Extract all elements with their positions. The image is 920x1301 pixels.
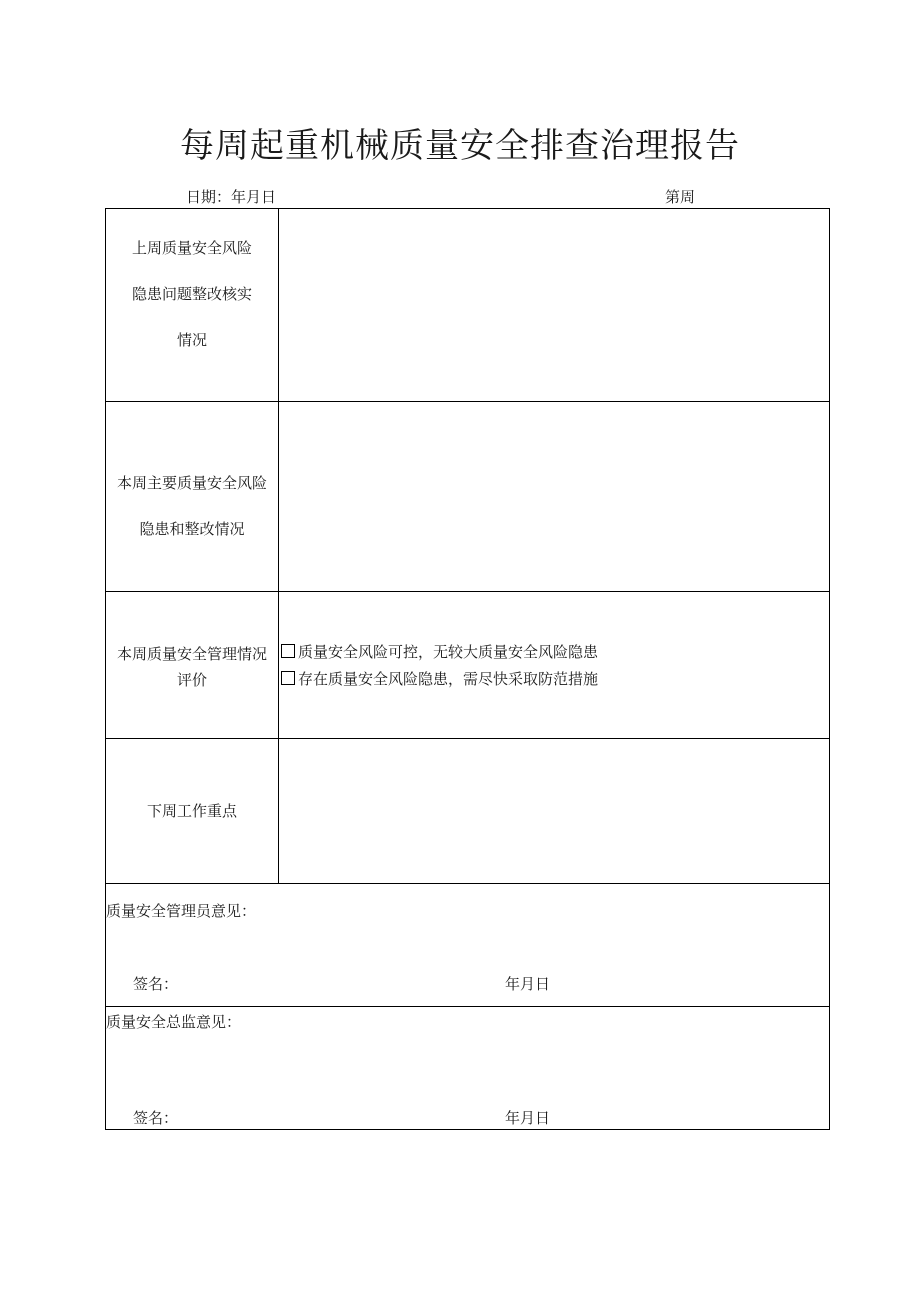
row-label-line: 评价: [176, 671, 207, 689]
manager-sign-label: 签名：: [133, 975, 179, 993]
next-week-focus-field[interactable]: [279, 739, 830, 883]
week-label: 第周: [665, 188, 696, 206]
row-divider: [106, 1006, 829, 1007]
this-week-hazards-field[interactable]: [279, 402, 830, 591]
row-label-line: 上周质量安全风险: [131, 239, 252, 257]
row-label-this-week-hazards: [106, 460, 278, 552]
row-label-line: 本周主要质量安全风险: [116, 474, 267, 492]
checkbox-icon[interactable]: [281, 644, 295, 658]
row-divider: [106, 883, 829, 884]
option-text: 存在质量安全风险隐患，需尽快采取防范措施: [298, 670, 599, 688]
manager-sign-date: 年月日: [505, 975, 551, 993]
row-label-next-week-focus: [106, 788, 278, 834]
director-opinion-label: 质量安全总监意见：: [106, 1013, 242, 1031]
manager-opinion-label: 质量安全管理员意见：: [106, 902, 257, 920]
row-divider: [106, 591, 829, 592]
row-label-line: 情况: [176, 331, 207, 349]
row-label-last-week-verification: [106, 225, 278, 363]
row-label-line: 本周质量安全管理情况: [116, 645, 267, 663]
row-label-line: 下周工作重点: [146, 802, 237, 820]
director-sign-label: 签名：: [133, 1109, 179, 1127]
option-risk-controllable[interactable]: [281, 639, 598, 666]
row-label-evaluation: [106, 641, 278, 693]
date-label: 日期：年月日: [186, 188, 277, 206]
option-text: 质量安全风险可控，无较大质量安全风险隐患: [298, 643, 599, 661]
row-label-line: 隐患和整改情况: [139, 520, 245, 538]
evaluation-options: [281, 639, 598, 693]
director-sign-date: 年月日: [505, 1109, 551, 1127]
option-risk-exists[interactable]: [281, 666, 598, 693]
checkbox-icon[interactable]: [281, 671, 295, 685]
last-week-verification-field[interactable]: [279, 209, 830, 401]
page-title: 每周起重机械质量安全排查治理报告: [180, 126, 740, 166]
report-table: [105, 208, 830, 1130]
row-label-line: 隐患问题整改核实: [131, 285, 252, 303]
